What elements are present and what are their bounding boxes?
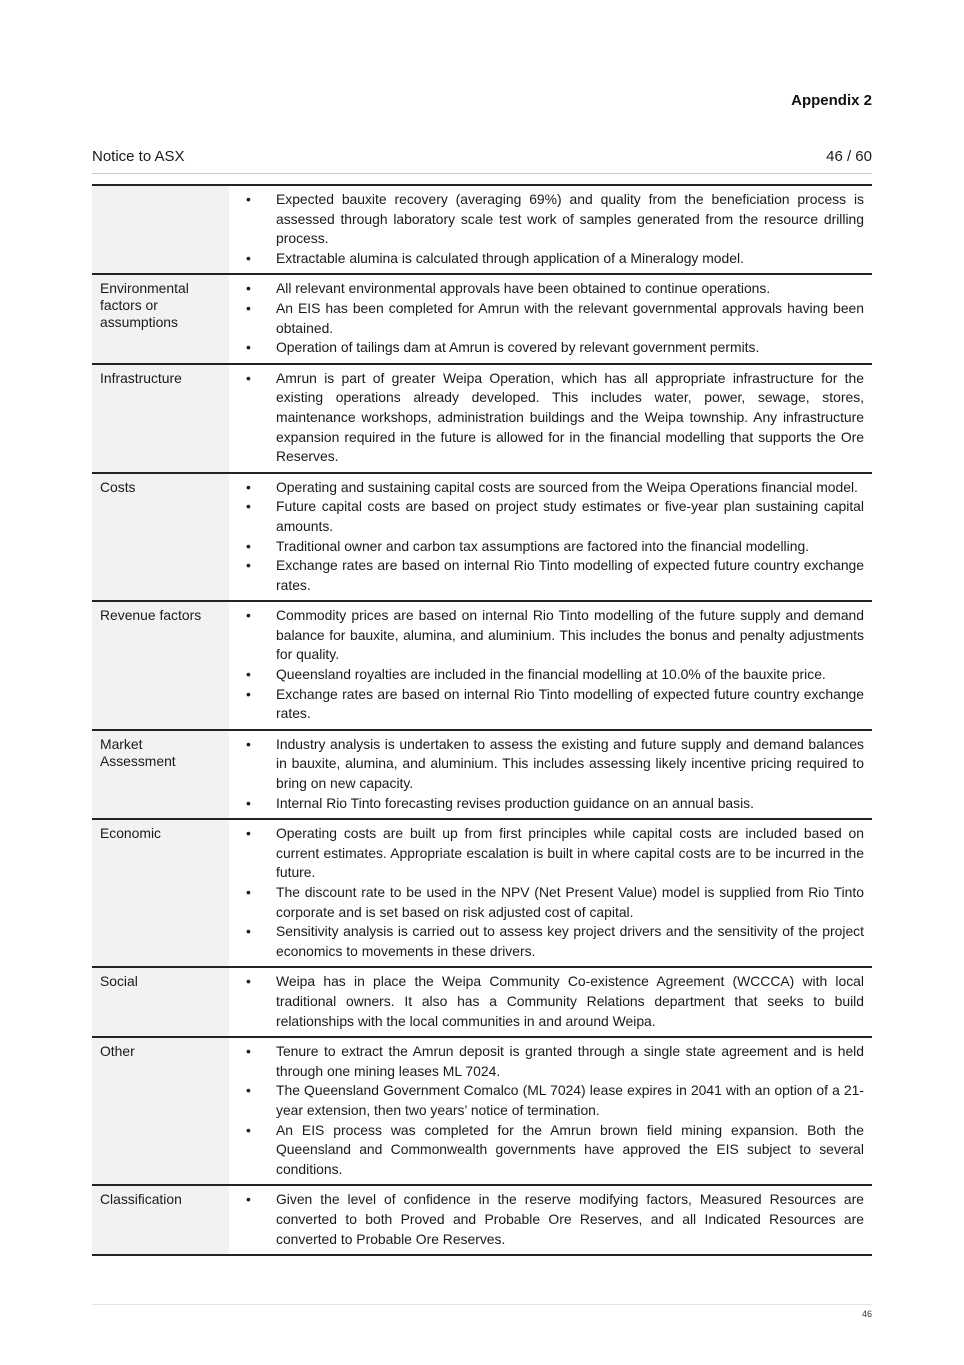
bullet-item: • Tenure to extract the Amrun deposit is granted through a single state agreement and is held through one mining leases ML 7024. [229, 1042, 864, 1081]
table-row [92, 819, 872, 967]
bullet-item: • Amrun is part of greater Weipa Operation, which has all appropriate infrastructure for the existing operations already developed. This includes water, power, sewage, stores, maintenance workshops, administration buildings and the Weipa township. Any infrastructure expansion required in the future is allowed for in the financial modelling that supports the Ore Reserves. [229, 369, 864, 467]
bullet-item: • Queensland royalties are included in the financial modelling at 10.0% of the bauxite price. [229, 665, 864, 685]
table-row [92, 185, 872, 274]
page-header [92, 148, 872, 165]
bullet-list [229, 972, 864, 1031]
document-title: Notice to ASX [92, 148, 185, 165]
bullet-list [229, 1042, 864, 1179]
row-label: Other [92, 1037, 229, 1185]
row-content [229, 967, 872, 1037]
appendix-label: Appendix 2 [791, 92, 872, 109]
bullet-item: • All relevant environmental approvals have been obtained to continue operations. [229, 279, 864, 299]
table-row [92, 364, 872, 473]
bullet-item: • The discount rate to be used in the NPV (Net Present Value) model is supplied from Rio Tinto corporate and is set based on risk adjusted cost of capital. [229, 883, 864, 922]
bullet-item: • Extractable alumina is calculated through application of a Mineralogy model. [229, 249, 864, 269]
row-label [92, 185, 229, 274]
row-content [229, 473, 872, 602]
bullet-item: • Exchange rates are based on internal Rio Tinto modelling of expected future country exchange rates. [229, 556, 864, 595]
bullet-item: • Operating costs are built up from first principles while capital costs are included based on current estimates. Appropriate escalation is built in where capital costs are to be incurred in the future. [229, 824, 864, 883]
row-label: Revenue factors [92, 601, 229, 730]
bullet-item: • Expected bauxite recovery (averaging 69%) and quality from the beneficiation process is assessed through laboratory scale test work of samples generated from the resource drilling process. [229, 190, 864, 249]
row-content [229, 1037, 872, 1185]
row-label: Environmental factors or assumptions [92, 274, 229, 363]
bullet-item: • Traditional owner and carbon tax assumptions are factored into the financial modelling. [229, 537, 864, 557]
bullet-list [229, 735, 864, 813]
row-label: Costs [92, 473, 229, 602]
bullet-item: • Commodity prices are based on internal Rio Tinto modelling of the future supply and demand balance for bauxite, alumina, and aluminium. This includes the bonus and penalty adjustments for quality. [229, 606, 864, 665]
bullet-item: • Operating and sustaining capital costs are sourced from the Weipa Operations financial model. [229, 478, 864, 498]
row-content [229, 819, 872, 967]
row-content [229, 601, 872, 730]
row-content [229, 185, 872, 274]
bullet-item: • An EIS has been completed for Amrun with the relevant governmental approvals having been obtained. [229, 299, 864, 338]
row-label: Economic [92, 819, 229, 967]
bullet-item: • Industry analysis is undertaken to assess the existing and future supply and demand balances in bauxite, alumina, and aluminium. This includes assessing likely incentive pricing required to bring on new capacity. [229, 735, 864, 794]
bullet-item: • Operation of tailings dam at Amrun is covered by relevant government permits. [229, 338, 864, 358]
table-row [92, 1185, 872, 1255]
bullet-list [229, 824, 864, 961]
bullet-list [229, 279, 864, 357]
table-row [92, 1037, 872, 1185]
footer-page-number: 46 [861, 1309, 872, 1319]
row-label: Social [92, 967, 229, 1037]
footer-divider [92, 1304, 872, 1305]
bullet-list [229, 478, 864, 596]
table-row [92, 601, 872, 730]
bullet-item: • Exchange rates are based on internal Rio Tinto modelling of expected future country exchange rates. [229, 685, 864, 724]
row-content [229, 1185, 872, 1255]
row-content [229, 364, 872, 473]
bullet-item: • Future capital costs are based on project study estimates or five-year plan sustaining capital amounts. [229, 497, 864, 536]
row-label: Classification [92, 1185, 229, 1255]
bullet-item: • Internal Rio Tinto forecasting revises production guidance on an annual basis. [229, 794, 864, 814]
bullet-list [229, 190, 864, 268]
bullet-list [229, 369, 864, 467]
bullet-item: • Weipa has in place the Weipa Community Co-existence Agreement (WCCCA) with local traditional owners. It also has a Community Relations department that seeks to build relationships with the local communities in and around Weipa. [229, 972, 864, 1031]
table-row [92, 473, 872, 602]
header-divider [92, 173, 872, 174]
page-counter: 46 / 60 [826, 148, 872, 165]
bullet-list [229, 606, 864, 724]
bullet-item: • The Queensland Government Comalco (ML 7024) lease expires in 2041 with an option of a 21-year extension, then two years’ notice of termination. [229, 1081, 864, 1120]
ore-reserves-table [92, 184, 872, 1256]
bullet-list [229, 1190, 864, 1249]
row-content [229, 274, 872, 363]
bullet-item: • Given the level of confidence in the reserve modifying factors, Measured Resources are converted to both Proved and Probable Ore Reserves, and all Indicated Resources are converted to Probable Ore Reserves. [229, 1190, 864, 1249]
table-row [92, 967, 872, 1037]
row-content [229, 730, 872, 819]
bullet-item: • Sensitivity analysis is carried out to assess key project drivers and the sensitivity of the project economics to movements in these drivers. [229, 922, 864, 961]
bullet-item: • An EIS process was completed for the Amrun brown field mining expansion. Both the Queensland and Commonwealth governments have approved the EIS subject to several conditions. [229, 1121, 864, 1180]
row-label: Market Assessment [92, 730, 229, 819]
table-row [92, 730, 872, 819]
row-label: Infrastructure [92, 364, 229, 473]
table-body [92, 185, 872, 1255]
table-row [92, 274, 872, 363]
